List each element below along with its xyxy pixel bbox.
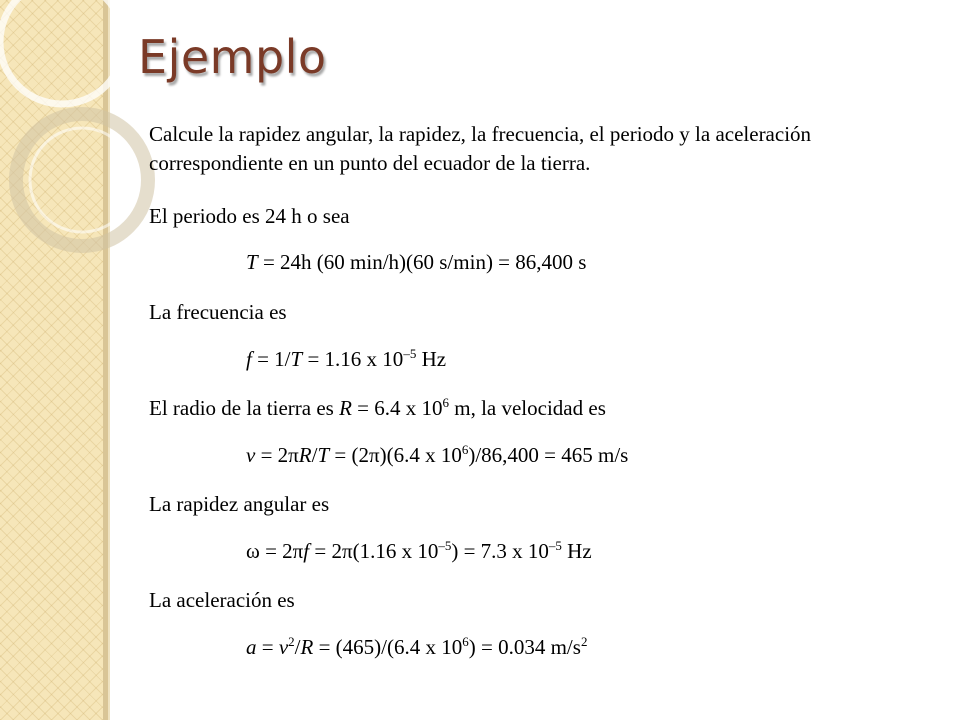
acceleration-equation: $a = v^2/R = (465)/(6.4$ x $10^6) = 0.034$ $m/s^2$ xyxy=(246,634,588,659)
velocity-equation: v = 2πR/T = (2π)(6.4 x $10^6)/86,400 = 465$ m/s xyxy=(246,442,629,467)
acceleration-intro: La aceleración es xyxy=(149,588,295,612)
period-equation: T = 24h (60 min/h)(60 s/min) = 86,400 s xyxy=(246,250,587,274)
slide-title: Ejemplo xyxy=(138,30,327,84)
period-intro: El periodo es 24 h o sea xyxy=(149,204,350,228)
frequency-intro: La frecuencia es xyxy=(149,300,287,324)
slide-content xyxy=(149,120,939,659)
radius-statement: El radio de la tierra es R = 6.4 x $10^6$ m, la velocidad es xyxy=(149,395,606,420)
problem-statement: Calcule la rapidez angular, la rapidez, la frecuencia, el periodo y la aceleración correspondiente en un punto del ecuador de la tierra. xyxy=(149,122,812,175)
angular-speed-equation: ω = 2πf = 2π(1.16 x $10^{-5}) = 7.3$ x $10^{-5}$ Hz xyxy=(246,538,592,563)
frequency-equation: f = 1/T = 1.16 x $10^{-5}$ Hz xyxy=(246,346,447,371)
angular-speed-intro: La rapidez angular es xyxy=(149,492,330,516)
